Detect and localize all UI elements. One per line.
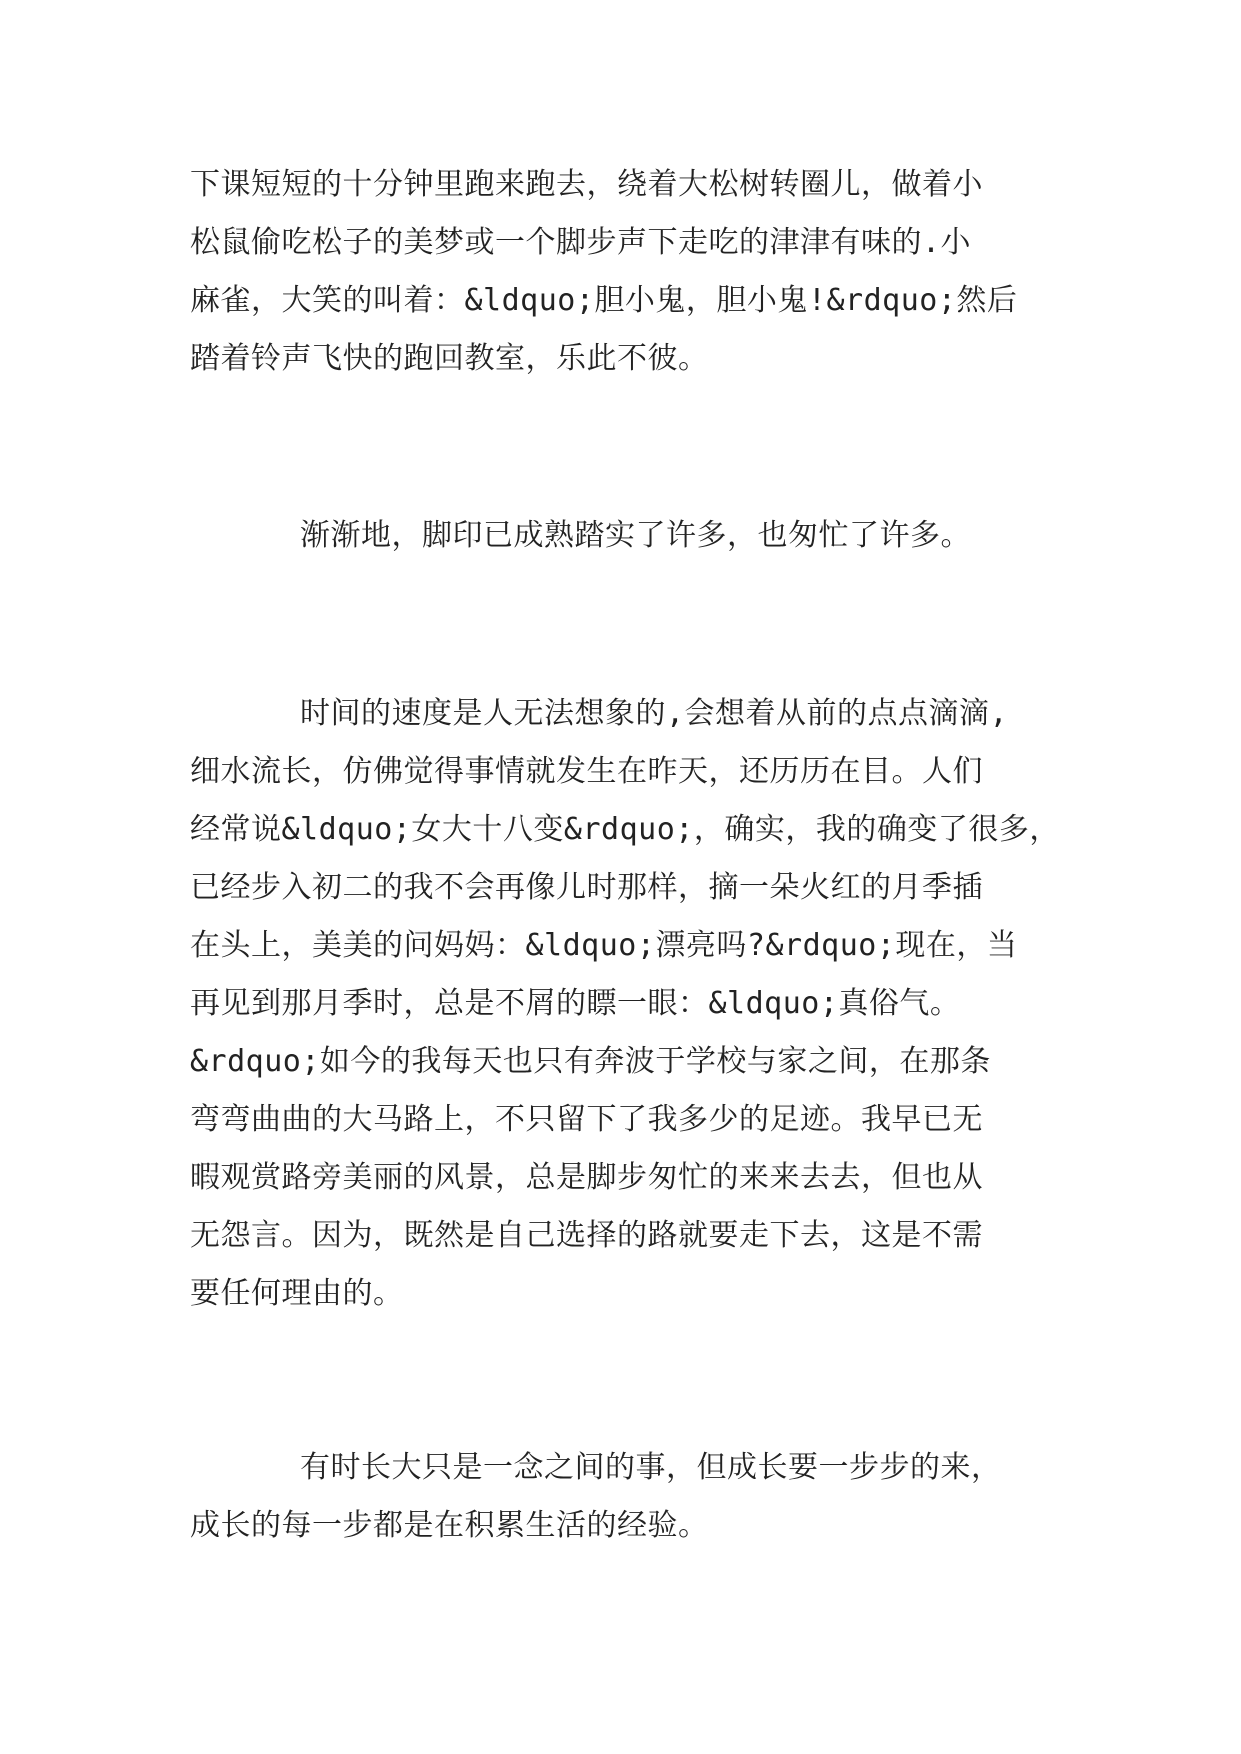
text-line: 渐渐地，脚印已成熟踏实了许多，也匆忙了许多。 — [300, 518, 971, 553]
text-line: 松鼠偷吃松子的美梦或一个脚步声下走吃的津津有味的.小 — [190, 225, 972, 260]
paragraph-3 — [190, 685, 1070, 1323]
text-line: &rdquo;如今的我每天也只有奔波于学校与家之间，在那条 — [190, 1044, 991, 1079]
text-line: 成长的每一步都是在积累生活的经验。 — [190, 1508, 709, 1543]
text-line: 时间的速度是人无法想象的,会想着从前的点点滴滴, — [300, 696, 1009, 731]
text-line: 无怨言。因为，既然是自己选择的路就要走下去，这是不需 — [190, 1218, 983, 1253]
text-line: 踏着铃声飞快的跑回教室，乐此不彼。 — [190, 341, 709, 376]
paragraph-2 — [190, 507, 1070, 565]
text-line: 经常说&ldquo;女大十八变&rdquo;，确实，我的确变了很多， — [190, 812, 1060, 847]
text-line: 下课短短的十分钟里跑来跑去，绕着大松树转圈儿，做着小 — [190, 167, 983, 202]
paragraph-1 — [190, 156, 1070, 388]
text-line: 有时长大只是一念之间的事，但成长要一步步的来， — [300, 1450, 1002, 1485]
text-line: 麻雀，大笑的叫着：&ldquo;胆小鬼，胆小鬼!&rdquo;然后 — [190, 283, 1018, 318]
text-line: 细水流长，仿佛觉得事情就发生在昨天，还历历在目。人们 — [190, 754, 983, 789]
text-line: 弯弯曲曲的大马路上，不只留下了我多少的足迹。我早已无 — [190, 1102, 983, 1137]
text-line: 暇观赏路旁美丽的风景，总是脚步匆忙的来来去去，但也从 — [190, 1160, 983, 1195]
text-line: 再见到那月季时，总是不屑的瞟一眼：&ldquo;真俗气。 — [190, 986, 961, 1021]
paragraph-4 — [190, 1439, 1070, 1555]
text-line: 要任何理由的。 — [190, 1276, 404, 1311]
text-line: 已经步入初二的我不会再像儿时那样，摘一朵火红的月季插 — [190, 870, 983, 905]
text-line: 在头上，美美的问妈妈：&ldquo;漂亮吗?&rdquo;现在，当 — [190, 928, 1018, 963]
